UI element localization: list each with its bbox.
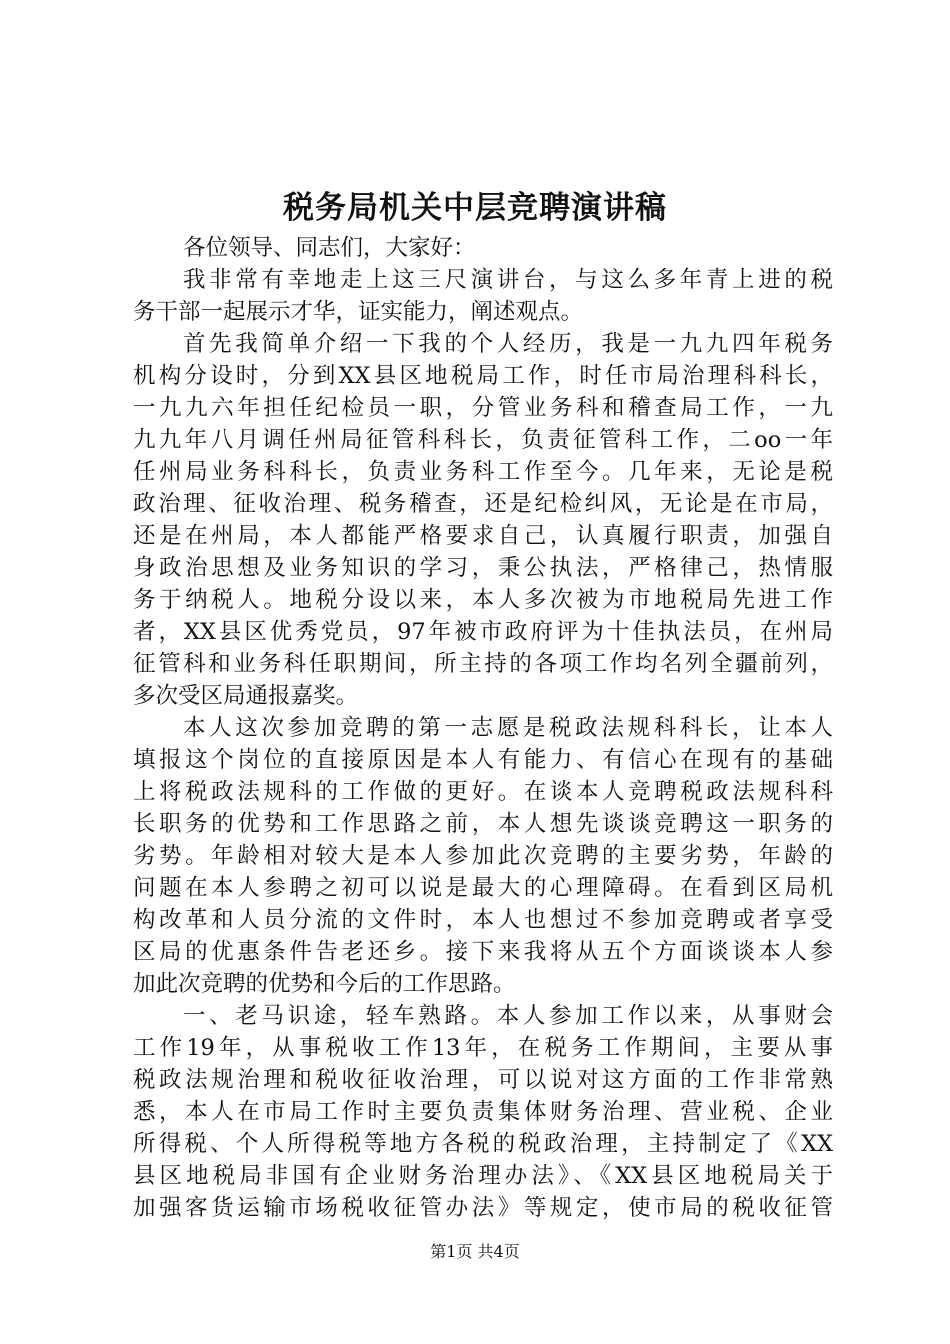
body-text-line: 所得税、个人所得税等地方各税的税政治理，主持制定了《XX	[133, 1131, 833, 1157]
body-text-line: 一九九六年担任纪检员一职，分管业务科和稽查局工作，一九	[133, 395, 833, 421]
page-number-footer: 第1页 共4页	[430, 1242, 520, 1261]
document-title: 税务局机关中层竞聘演讲稿	[283, 190, 667, 226]
body-text-line: 填报这个岗位的直接原因是本人有能力、有信心在现有的基础	[133, 747, 833, 773]
body-text-line: 悉，本人在市局工作时主要负责集体财务治理、营业税、企业	[133, 1099, 833, 1125]
body-text-line: 一、老马识途，轻车熟路。本人参加工作以来，从事财会	[183, 1003, 833, 1029]
body-text-line: 务干部一起展示才华，证实能力，阐述观点。	[133, 299, 584, 325]
body-text-line: 税政法规治理和税收征收治理，可以说对这方面的工作非常熟	[133, 1067, 833, 1093]
body-text-line: 上将税政法规科的工作做的更好。在谈本人竞聘税政法规科科	[133, 779, 833, 805]
body-text-line: 问题在本人参聘之初可以说是最大的心理障碍。在看到区局机	[133, 875, 833, 901]
body-text-line: 构改革和人员分流的文件时，本人也想过不参加竞聘或者享受	[133, 907, 833, 933]
body-text-line: 首先我简单介绍一下我的个人经历，我是一九九四年税务	[183, 331, 833, 357]
body-text-line: 长职务的优势和工作思路之前，本人想先谈谈竞聘这一职务的	[133, 811, 833, 837]
body-text-line: 者，XX县区优秀党员，97年被市政府评为十佳执法员，在州局	[133, 619, 833, 645]
body-text-line: 多次受区局通报嘉奖。	[133, 683, 359, 709]
body-text-line: 征管科和业务科任职期间，所主持的各项工作均名列全疆前列，	[133, 651, 833, 677]
body-text-line: 还是在州局，本人都能严格要求自己，认真履行职责，加强自	[133, 523, 833, 549]
body-text-line: 政治理、征收治理、税务稽查，还是纪检纠风，无论是在市局，	[133, 491, 833, 517]
body-text-line: 九九年八月调任州局征管科科长，负责征管科工作，二oo一年	[133, 427, 833, 453]
body-text-line: 各位领导、同志们，大家好：	[183, 235, 476, 261]
body-text-line: 加强客货运输市场税收征管办法》等规定，使市局的税收征管	[133, 1195, 833, 1221]
body-text-line: 工作19年，从事税收工作13年，在税务工作期间，主要从事	[133, 1035, 833, 1061]
body-text-line: 机构分设时，分到XX县区地税局工作，时任市局治理科科长，	[133, 363, 833, 389]
body-text-line: 我非常有幸地走上这三尺演讲台，与这么多年青上进的税	[183, 267, 833, 293]
body-text-line: 任州局业务科科长，负责业务科工作至今。几年来，无论是税	[133, 459, 833, 485]
body-text-line: 区局的优惠条件告老还乡。接下来我将从五个方面谈谈本人参	[133, 939, 833, 965]
body-text-line: 加此次竞聘的优势和今后的工作思路。	[133, 971, 516, 997]
body-text-line: 县区地税局非国有企业财务治理办法》、《XX县区地税局关于	[133, 1163, 833, 1189]
body-text-line: 身政治思想及业务知识的学习，秉公执法，严格律己，热情服	[133, 555, 833, 581]
body-text-line: 本人这次参加竞聘的第一志愿是税政法规科科长，让本人	[183, 715, 833, 741]
body-text-line: 劣势。年龄相对较大是本人参加此次竞聘的主要劣势，年龄的	[133, 843, 833, 869]
document-body	[133, 232, 833, 1224]
body-text-line: 务于纳税人。地税分设以来，本人多次被为市地税局先进工作	[133, 587, 833, 613]
